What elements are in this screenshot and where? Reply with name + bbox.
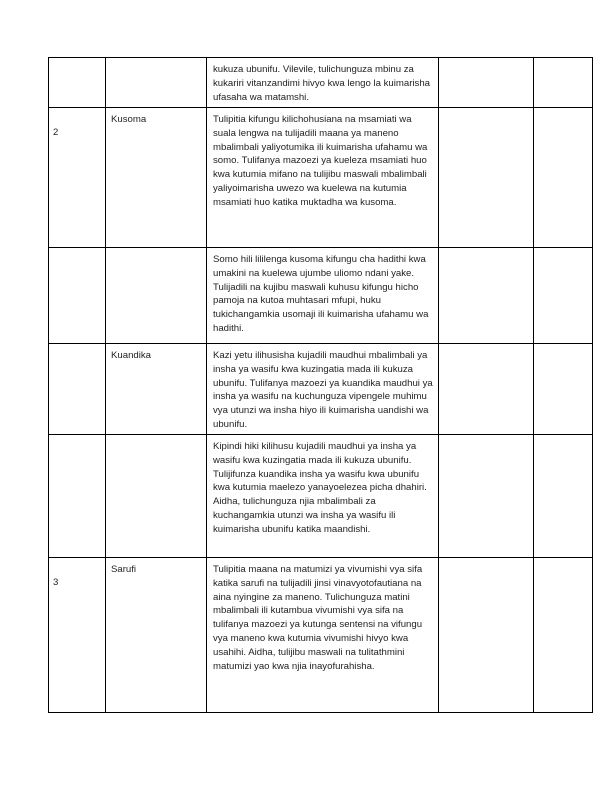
empty-cell	[534, 435, 593, 558]
empty-cell	[439, 435, 534, 558]
skill-cell: Kuandika	[106, 344, 207, 435]
row-number-cell: 3	[49, 558, 106, 713]
description-cell: Kazi yetu ilihusisha kujadili maudhui mbalimbali ya insha ya wasifu kwa kuzingatia mada ili kukuza ubunifu. Tulifanya mazoezi ya kuandika maudhui ya insha ya wasifu na kuchunguza vipengele muhimu vya utunzi wa insha hiyo ili kuimarisha uandishi wa ubunifu.	[207, 344, 439, 435]
table-row	[49, 108, 593, 248]
empty-cell	[439, 558, 534, 713]
description-cell: Somo hili lililenga kusoma kifungu cha hadithi kwa umakini na kuelewa ujumbe uliomo ndani yake. Tulijadili na kujibu maswali kuhusu kifungu hicho pamoja na kutoa muhtasari mfupi, huku tukichangamkia usomaji ili kuimarisha ufahamu wa hadithi.	[207, 248, 439, 344]
skill-cell	[106, 58, 207, 108]
empty-cell	[534, 58, 593, 108]
lesson-activities-table	[48, 57, 593, 713]
description-cell: Tulipitia maana na matumizi ya vivumishi vya sifa katika sarufi na tulijadili jinsi vinavyotofautiana na aina nyingine za maneno. Tulichunguza matini mbalimbali ili kutambua vivumishi vya sifa na tulifanya mazoezi ya kutunga sentensi na vifungu vya maneno kwa kutumia vivumishi hivyo kwa usahihi. Aidha, tulijibu maswali na tulitathmini matumizi yao kwa njia inayofurahisha.	[207, 558, 439, 713]
row-number-cell	[49, 435, 106, 558]
description-cell: kukuza ubunifu. Vilevile, tulichunguza mbinu za kukariri vitanzandimi hivyo kwa lengo la kuimarisha ufasaha wa matamshi.	[207, 58, 439, 108]
skill-cell: Sarufi	[106, 558, 207, 713]
table-row	[49, 58, 593, 108]
skill-cell	[106, 248, 207, 344]
row-number-cell: 2	[49, 108, 106, 248]
empty-cell	[439, 58, 534, 108]
empty-cell	[439, 248, 534, 344]
empty-cell	[534, 248, 593, 344]
row-number-cell	[49, 344, 106, 435]
table-row	[49, 435, 593, 558]
description-cell: Kipindi hiki kilihusu kujadili maudhui ya insha ya wasifu kwa kuzingatia mada ili kukuza ubunifu. Tulijifunza kuandika insha ya wasifu kwa ubunifu kwa kutumia maelezo yanayoelezea picha dhahiri. Aidha, tulichunguza njia mbalimbali za kuchangamkia utunzi wa insha ya wasifu ili kuimarisha ubunifu katika maandishi.	[207, 435, 439, 558]
table-row	[49, 248, 593, 344]
skill-cell	[106, 435, 207, 558]
description-cell: Tulipitia kifungu kilichohusiana na msamiati wa suala lengwa na tulijadili maana ya maneno mbalimbali yaliyotumika ili kuimarisha ufahamu wa somo. Tulifanya mazoezi ya kueleza msamiati huo kwa kutumia mifano na tulijibu maswali mbalimbali yaliyoimarisha uwezo wa kuelewa na kutumia msamiati huo katika muktadha wa kusoma.	[207, 108, 439, 248]
table-row	[49, 558, 593, 713]
skill-cell: Kusoma	[106, 108, 207, 248]
table-row	[49, 344, 593, 435]
empty-cell	[439, 344, 534, 435]
empty-cell	[439, 108, 534, 248]
empty-cell	[534, 558, 593, 713]
empty-cell	[534, 108, 593, 248]
row-number-cell	[49, 248, 106, 344]
row-number-cell	[49, 58, 106, 108]
empty-cell	[534, 344, 593, 435]
